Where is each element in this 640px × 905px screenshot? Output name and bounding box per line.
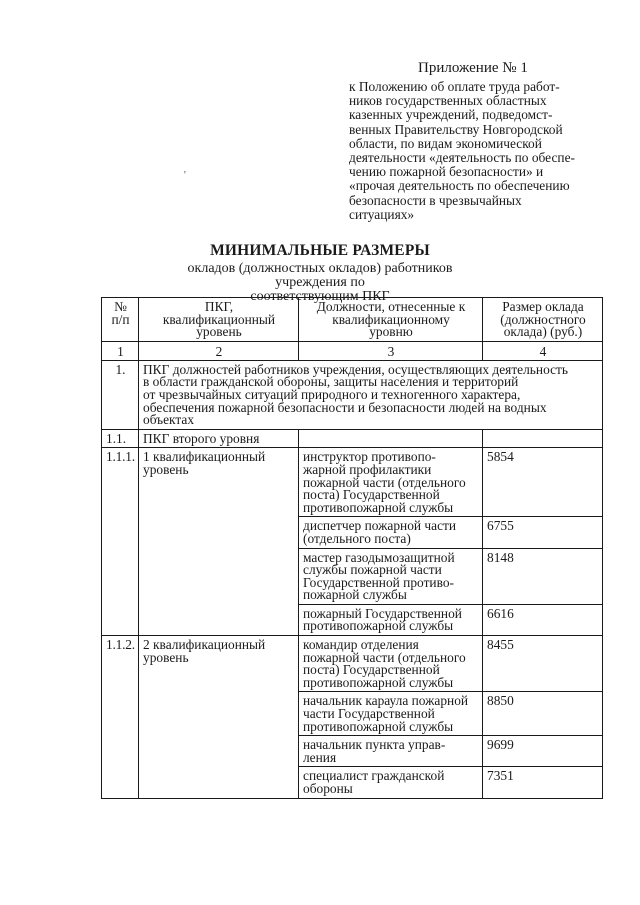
salary-cell: 6616 [483, 604, 603, 635]
header-num: № п/п [102, 298, 139, 342]
header-row [102, 298, 603, 342]
group-row [102, 429, 603, 448]
position-cell: специалист гражданской обороны [299, 767, 483, 798]
salary-cell: 6755 [483, 517, 603, 548]
appendix-line: «прочая деятельность по обеспечению [349, 178, 570, 194]
column-number: 2 [139, 341, 299, 360]
level-num: 1.1.1. [102, 448, 139, 636]
position-cell: начальник караула пожарной части Государственной противопожарной службы [299, 692, 483, 736]
level-label: 1 квалификационный уровень [139, 448, 299, 636]
salary-cell: 7351 [483, 767, 603, 798]
header-pkg: ПКГ, квалификационный уровень [139, 298, 299, 342]
appendix-line: чению пожарной безопасности» и [349, 164, 544, 180]
stray-mark: ' [184, 170, 186, 181]
appendix-line: ситуациях» [349, 206, 415, 222]
salary-cell: 9699 [483, 736, 603, 767]
level-label: 2 квалификационный уровень [139, 636, 299, 799]
position-cell: диспетчер пожарной части (отдельного поста) [299, 517, 483, 548]
column-number-row [102, 341, 603, 360]
position-cell: начальник пункта управ- ления [299, 736, 483, 767]
appendix-title: Приложение № 1 [418, 60, 528, 76]
appendix-line: области, по видам экономической [349, 135, 542, 151]
table-row [102, 636, 603, 692]
section-title: ПКГ должностей работников учреждения, осуществляющих деятельность в области гражданской обороны, защиты населения и территорий от чрезвычайных ситуаций природного и техногенного характера, обеспечения пожарной безопасности и безопасности людей на водных объектах [139, 360, 603, 429]
header-positions: Должности, отнесенные к квалификационному уровню [299, 298, 483, 342]
salary-cell: 8455 [483, 636, 603, 692]
salary-table [101, 297, 603, 799]
salary-cell: 5854 [483, 448, 603, 517]
empty-cell [483, 429, 603, 448]
salary-cell: 8850 [483, 692, 603, 736]
appendix-line: деятельности «деятельность по обеспе- [349, 150, 575, 166]
table-row [102, 448, 603, 517]
group-num: 1.1. [102, 429, 139, 448]
empty-cell [299, 429, 483, 448]
section-num: 1. [102, 360, 139, 429]
header-salary: Размер оклада (должностного оклада) (руб.) [483, 298, 603, 342]
column-number: 3 [299, 341, 483, 360]
appendix-text [349, 80, 599, 222]
appendix-line: безопасности в чрезвычайных [349, 192, 522, 208]
appendix-line: ников государственных областных [349, 93, 547, 109]
appendix-line: к Положению об оплате труда работ- [349, 79, 560, 94]
column-number: 1 [102, 341, 139, 360]
section-row [102, 360, 603, 429]
salary-cell: 8148 [483, 548, 603, 604]
appendix-line: казенных учреждений, подведомст- [349, 107, 553, 123]
position-cell: мастер газодымозащитной службы пожарной части Государственной противо- пожарной службы [299, 548, 483, 604]
group-label: ПКГ второго уровня [139, 429, 299, 448]
position-cell: пожарный Государственной противопожарной службы [299, 604, 483, 635]
document-title: МИНИМАЛЬНЫЕ РАЗМЕРЫ [210, 242, 430, 259]
position-cell: командир отделения пожарной части (отдельного поста) Государственной противопожарной службы [299, 636, 483, 692]
subtitle-line: соответствующим ПКГ [250, 289, 390, 304]
appendix-line: венных Правительству Новгородской [349, 121, 563, 137]
level-num: 1.1.2. [102, 636, 139, 799]
column-number: 4 [483, 341, 603, 360]
subtitle-line: окладов (должностных окладов) работников учреждения по [187, 261, 453, 290]
position-cell: инструктор противопо- жарной профилактики пожарной части (отдельного поста) Государственной противопожарной службы [299, 448, 483, 517]
